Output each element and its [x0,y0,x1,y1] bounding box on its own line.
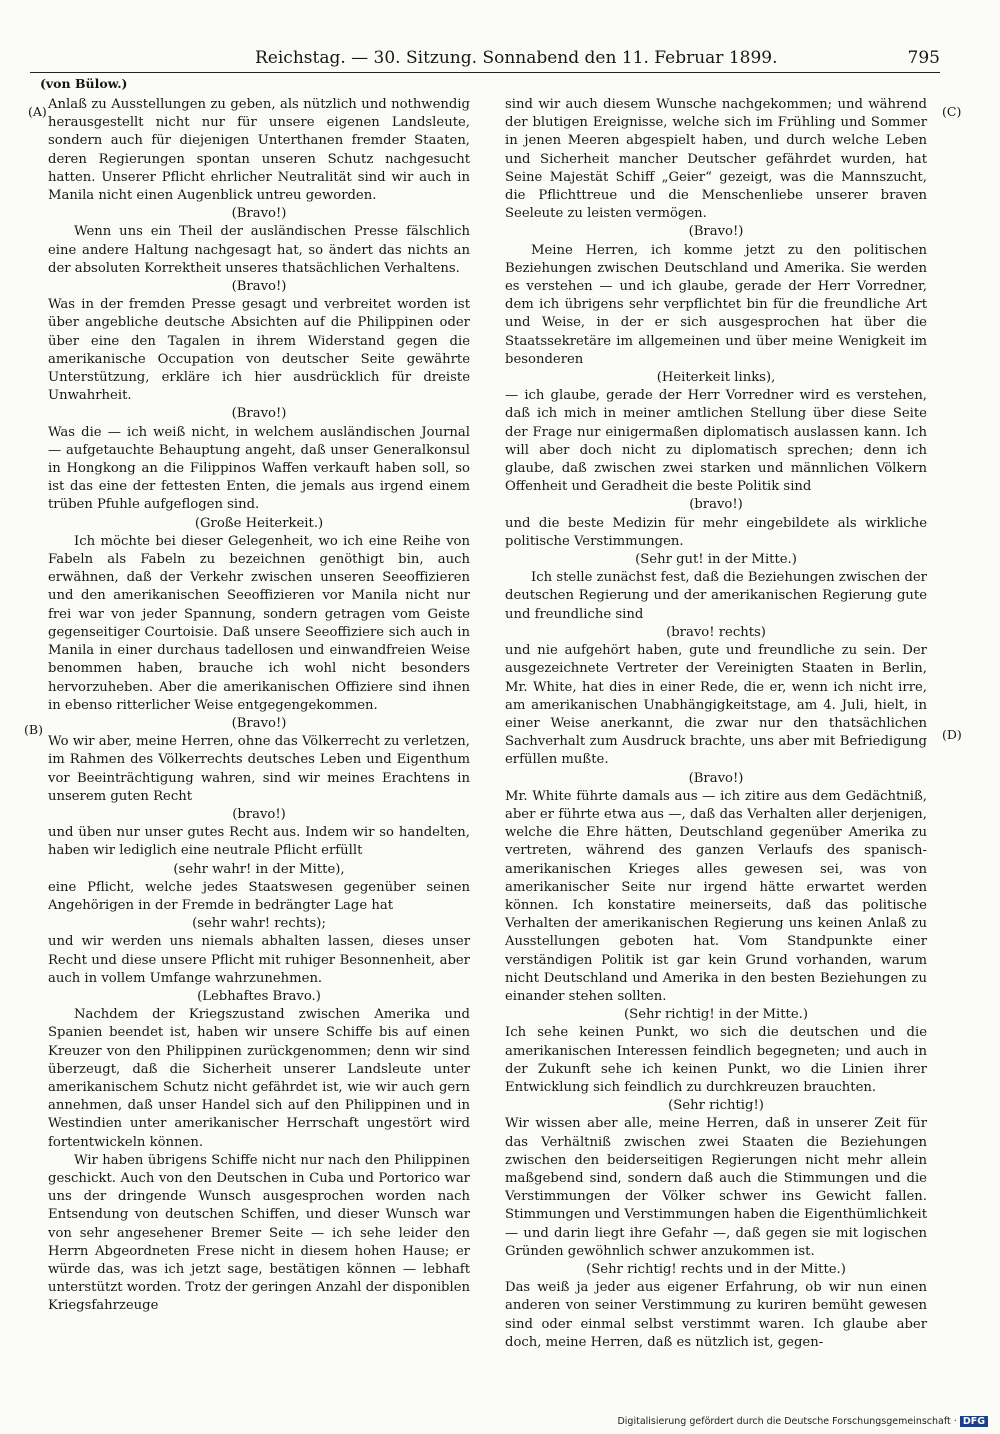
applause-note: (sehr wahr! in der Mitte), [173,861,345,877]
header-rule [30,72,940,73]
paragraph: Nachdem der Kriegszustand zwischen Amerika und Spanien beendet ist, haben wir unsere Schiffe bis auf einen Kreuzer von den Philippinen zurückgenommen; denn wir sind überzeugt, daß die Sicherheit unserer Landsleute unter amerikanischem Schutz nicht gefährdet ist, wie wir auch gern annehmen, daß unser Handel sich auf den Philippinen und in Westindien unter amerikanischer Herrschaft ungestört wird fortentwickeln können. [48,1007,470,1150]
applause-note: (sehr wahr! rechts); [192,916,326,932]
margin-marker-a: (A) [28,104,47,119]
margin-marker-b: (B) [24,722,43,737]
paragraph: und nie aufgehört haben, gute und freundliche zu sein. Der ausgezeichnete Vertreter der Vereinigten Staaten in Berlin, Mr. White, hat dies in einer Rede, die er, wenn ich nicht irre, am amerikanischen Unabhängigkeitstage, am 4. Juli, hielt, in einer Weise anerkannt, die zwar nur den thatsächlichen Sachverhalt zum Ausdruck brachte, uns aber mit Befriedigung erfüllen mußte. [505,643,927,768]
applause-note: (Bravo!) [231,406,287,422]
applause-note: (Bravo!) [231,206,287,222]
running-header [30,48,940,70]
paragraph: sind wir auch diesem Wunsche nachgekommen; und während der blutigen Ereignisse, welche sich im Frühling und Sommer in jenen Meeren abgespielt haben, und durch welche Leben und Sicherheit mancher Deutscher gefährdet wurden, hat Seine Majestät Schiff „Geier“ gezeigt, was die Mannszucht, die Pflichttreue und die Menschenliebe unserer braven Seeleute zu leisten vermögen. [505,97,927,222]
applause-note: (Bravo!) [688,770,744,786]
applause-note: (Heiterkeit links), [656,370,776,386]
paragraph: und wir werden uns niemals abhalten lassen, dieses unser Recht und diese unsere Pflicht mit ruhiger Besonnenheit, aber auch in vollem Umfange wahrzunehmen. [48,934,470,986]
applause-note: (Sehr richtig!) [668,1098,764,1114]
paragraph: Was die — ich weiß nicht, in welchem ausländischen Journal — aufgetauchte Behauptung angeht, daß unser Generalkonsul in Hongkong an die Filippinos Waffen verkauft haben soll, so ist das eine der fettesten Enten, die jemals aus irgend einem trüben Pfuhle aufgeflogen sind. [48,424,470,513]
paragraph: Mr. White führte damals aus — ich zitire aus dem Gedächtniß, aber er führte etwa aus —, daß das Verhalten aller derjenigen, welche die Ehre hätten, Deutschland gegenüber Amerika zu vertreten, während des ganzen Verlaufs des spanisch-amerikanischen Krieges alles gewesen sei, was von amerikanischer Seite nur irgend hätte erwartet werden können. Ich konstatire meinerseits, daß das politische Verhalten der amerikanischen Regierung uns keinen Anlaß zu Ausstellungen geboten hat. Vom Standpunkte einer verständigen Politik ist gar kein Grund vorhanden, warum nicht Deutschland und Amerika in den besten Beziehungen zu einander stehen sollten. [505,788,927,1004]
paragraph: Wir haben übrigens Schiffe nicht nur nach den Philippinen geschickt. Auch von den Deutschen in Cuba und Portorico war uns der dringende Wunsch ausgesprochen worden nach Entsendung von deutschen Schiffen, und dieser Wunsch war von sehr angesehener Bremer Seite — ich sehe leider den Herrn Abgeordneten Frese nicht in diesem hohen Hause; er würde das, was ich jetzt sage, bestätigen können — lebhaft unterstützt worden. Trotz der geringen Anzahl der disponiblen Kriegsfahrzeuge [48,1152,470,1314]
applause-note: (Bravo!) [231,715,287,731]
applause-note: (Sehr richtig! rechts und in der Mitte.) [586,1262,846,1277]
page-number: 795 [907,48,940,68]
applause-note: (bravo! rechts) [666,624,766,640]
applause-note: (Lebhaftes Bravo.) [197,988,321,1004]
paragraph: Ich sehe keinen Punkt, wo sich die deutschen und die amerikanischen Interessen feindlich begegneten; und auch in der Zukunft sehe ich keinen Punkt, wo die Linien ihrer Entwicklung sich feindlich zu durchkreuzen brauchten. [505,1025,927,1095]
applause-note: (bravo!) [232,806,286,822]
paragraph: und üben nur unser gutes Recht aus. Indem wir so handelten, haben wir lediglich eine neutrale Pflicht erfüllt [48,825,470,859]
paragraph: Wo wir aber, meine Herren, ohne das Völkerrecht zu verletzen, im Rahmen des Völkerrechts deutsches Leben und Eigenthum vor Beeinträchtigung wahren, sind wir meines Erachtens in unserem guten Recht [48,734,470,804]
paragraph: Ich möchte bei dieser Gelegenheit, wo ich eine Reihe von Fabeln als Fabeln zu bezeichnen genöthigt bin, auch erwähnen, daß der Verkehr zwischen unseren Seeoffizieren und den amerikanischen Seeoffizieren vor Manila nicht nur frei war von jeder Spannung, sondern getragen vom Geiste gegenseitiger Courtoisie. Daß unsere Seeoffiziere sich auch in Manila in einer durchaus tadellosen und einwandfreien Weise benommen haben, brauche ich wohl nicht besonders hervorzuheben. Aber die amerikanischen Offiziere sind ihnen in ebenso ritterlicher Weise entgegengekommen. [48,533,470,713]
margin-marker-d: (D) [942,727,962,742]
applause-note: (Sehr gut! in der Mitte.) [635,552,797,568]
paragraph: Meine Herren, ich komme jetzt zu den politischen Beziehungen zwischen Deutschland und Amerika. Sie werden es verstehen — und ich glaube, gerade der Herr Vorredner, dem ich übrigens sehr verpflichtet bin für die freundliche Art und Weise, in der er sich ausgesprochen hat über die Staatssekretäre im allgemeinen und über meine Wenigkeit im besonderen [505,242,927,367]
right-column [505,96,927,1352]
paragraph: Wir wissen aber alle, meine Herren, daß in unserer Zeit für das Verhältniß zwischen zwei Staaten die Beziehungen zwischen den beiderseitigen Regierungen nicht mehr allein maßgebend sind, sondern daß auch die Stimmungen und die Verstimmungen der Völker schwer ins Gewicht fallen. Stimmungen und Verstimmungen haben die Eigenthümlichkeit — und darin liegt ihre Gefahr —, daß gegen sie mit logischen Gründen gewöhnlich schwer anzukommen ist. [505,1116,927,1259]
dfg-logo: DFG [960,1416,988,1427]
left-column [48,96,470,1316]
paragraph: — ich glaube, gerade der Herr Vorredner wird es verstehen, daß ich mich in meiner amtlichen Stellung über diese Seite der Frage nur einigermaßen diplomatisch auslassen kann. Ich will aber doch nicht zu diplomatisch sprechen; denn ich glaube, daß zwischen zwei starken und männlichen Völkern Offenheit und Geradheit die beste Politik sind [505,388,927,495]
paragraph: Was in der fremden Presse gesagt und verbreitet worden ist über angebliche deutsche Absichten auf die Philippinen oder über eine den Tagalen in ihrem Widerstand gegen die amerikanische Occupation von deutscher Seite gewährte Unterstützung, erkläre ich hier ausdrücklich für dreiste Unwahrheit. [48,297,470,404]
footer-credit [617,1416,988,1427]
speaker-label: (von Bülow.) [40,76,128,91]
applause-note: (Bravo!) [688,224,744,240]
paragraph: und die beste Medizin für mehr eingebildete als wirkliche politische Verstimmungen. [505,515,927,549]
footer-text: Digitalisierung gefördert durch die Deutsche Forschungsgemeinschaft · [617,1416,957,1427]
applause-note: (Große Heiterkeit.) [194,515,324,531]
paragraph: Ich stelle zunächst fest, daß die Beziehungen zwischen der deutschen Regierung und der amerikanischen Regierung gute und freundliche sind [505,570,927,622]
applause-note: (Sehr richtig! in der Mitte.) [624,1007,808,1023]
paragraph: eine Pflicht, welche jedes Staatswesen gegenüber seinen Angehörigen in der Fremde in bedrängter Lage hat [48,879,470,913]
margin-marker-c: (C) [942,104,962,119]
paragraph: Wenn uns ein Theil der ausländischen Presse fälschlich eine andere Haltung nachgesagt hat, so ändert das nichts an der absoluten Korrektheit unseres thatsächlichen Verhaltens. [48,224,470,276]
applause-note: (bravo!) [689,497,743,513]
paragraph: Das weiß ja jeder aus eigener Erfahrung, ob wir nun einen anderen von seiner Verstimmung zu kuriren bemüht gewesen sind oder einmal selbst verstimmt waren. Ich glaube aber doch, meine Herren, daß es nützlich ist, gegen- [505,1280,927,1350]
paragraph: Anlaß zu Ausstellungen zu geben, als nützlich und nothwendig herausgestellt nicht nur für unsere eigenen Landsleute, sondern auch für diejenigen Unterthanen fremder Staaten, deren Regierungen spontan unseren Schutz nachgesucht hatten. Unserer Pflicht ehrlicher Neutralität sind wir auch in Manila nicht einen Augenblick untreu geworden. [48,97,470,204]
applause-note: (Bravo!) [231,279,287,295]
header-title: Reichstag. — 30. Sitzung. Sonnabend den 11. Februar 1899. [255,48,778,68]
